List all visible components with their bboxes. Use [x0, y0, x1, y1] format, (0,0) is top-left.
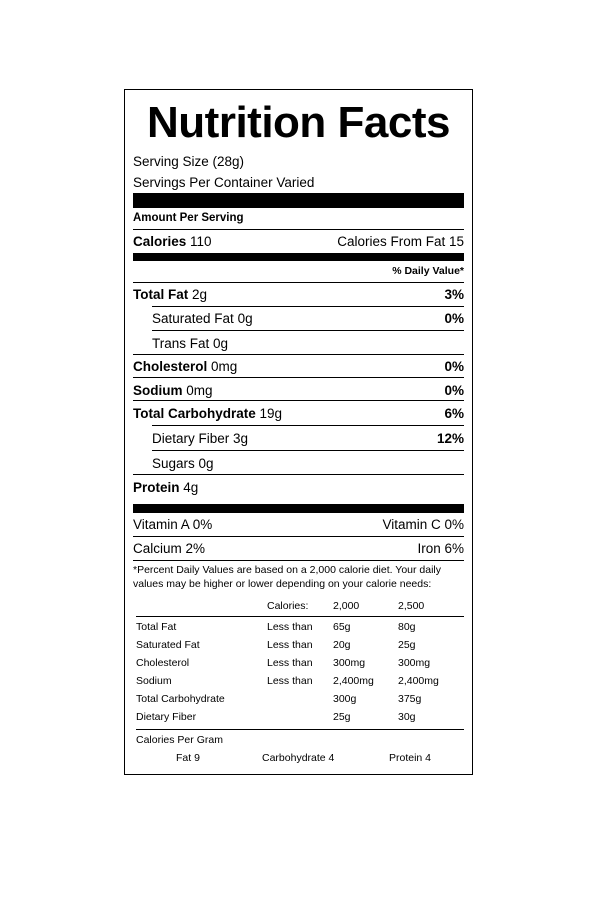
table-cell: 300mg — [398, 657, 431, 669]
table-cell: Less than — [267, 675, 313, 687]
nutrient-amount: 0mg — [186, 383, 213, 398]
nutrient-amount: 0g — [237, 311, 253, 326]
thick-divider — [133, 193, 464, 208]
nutrient-name: Dietary Fiber — [152, 431, 230, 446]
table-cell: 30g — [398, 711, 416, 723]
nutrient-name: Saturated Fat — [152, 311, 234, 326]
nutrient-name: Sugars — [152, 456, 195, 471]
footnote-line-2: values may be higher or lower depending on your calorie needs: — [133, 578, 432, 590]
table-cell: Less than — [267, 621, 313, 633]
nutrient-name: Cholesterol — [133, 359, 208, 374]
divider — [133, 536, 464, 537]
calories-per-gram-carbohydrate: Carbohydrate 4 — [262, 752, 335, 764]
table-cell: Dietary Fiber — [136, 711, 197, 723]
table-cell: 2,400mg — [333, 675, 374, 687]
table-cell: Sodium — [136, 675, 172, 687]
nutrient-amount: 2g — [192, 287, 208, 302]
calories-value: 110 — [190, 234, 212, 249]
table-cell: 375g — [398, 693, 422, 705]
nutrient-dv: 0% — [444, 383, 464, 398]
table-cell: 65g — [333, 621, 351, 633]
nutrient-row-dietary-fiber — [133, 430, 464, 448]
table-cell: 80g — [398, 621, 416, 633]
table-cell: 2,400mg — [398, 675, 439, 687]
divider — [133, 474, 464, 475]
vitamin-row — [133, 516, 464, 534]
calcium: Calcium 2% — [133, 541, 206, 556]
table-divider — [136, 729, 464, 730]
calories-per-gram-protein: Protein 4 — [389, 752, 432, 764]
nutrient-name: Total Carbohydrate — [133, 406, 256, 421]
nutrient-name: Protein — [133, 480, 180, 495]
divider — [133, 282, 464, 283]
label-title: Nutrition Facts — [147, 98, 450, 147]
nutrition-label — [124, 89, 473, 775]
calories-per-gram-fat: Fat 9 — [176, 752, 200, 764]
nutrient-row-trans-fat — [133, 335, 464, 353]
table-cell: 300mg — [333, 657, 366, 669]
amount-per-serving: Amount Per Serving — [133, 212, 244, 224]
table-header-2000: 2,000 — [333, 600, 360, 612]
nutrient-amount: 3g — [233, 431, 249, 446]
nutrient-dv: 0% — [444, 359, 464, 374]
table-cell: Total Carbohydrate — [136, 693, 225, 705]
nutrient-name: Total Fat — [133, 287, 189, 302]
divider — [152, 306, 464, 307]
nutrient-row-total-carbohydrate — [133, 405, 464, 423]
nutrient-amount: 0g — [198, 456, 214, 471]
table-cell: 20g — [333, 639, 351, 651]
table-cell: Saturated Fat — [136, 639, 200, 651]
nutrient-amount: 0g — [213, 336, 229, 351]
nutrient-name: Sodium — [133, 383, 183, 398]
mineral-row — [133, 540, 464, 558]
medium-divider — [133, 504, 464, 513]
nutrient-amount: 4g — [183, 480, 199, 495]
nutrient-dv: 0% — [444, 311, 464, 326]
divider — [152, 425, 464, 426]
divider — [133, 560, 464, 561]
medium-divider — [133, 253, 464, 261]
vitamin-c: Vitamin C 0% — [382, 517, 464, 532]
iron: Iron 6% — [417, 541, 464, 556]
nutrient-row-cholesterol — [133, 358, 464, 376]
table-header-2500: 2,500 — [398, 600, 425, 612]
calories-label: Calories — [133, 234, 187, 249]
footnote-line-1: *Percent Daily Values are based on a 2,000 calorie diet. Your daily — [133, 564, 442, 576]
table-cell: 300g — [333, 693, 357, 705]
table-cell: Total Fat — [136, 621, 177, 633]
nutrient-row-sugars — [133, 455, 464, 473]
nutrient-dv: 3% — [444, 287, 464, 302]
divider — [152, 450, 464, 451]
nutrient-row-protein — [133, 479, 464, 497]
table-cell: Less than — [267, 639, 313, 651]
nutrient-amount: 19g — [259, 406, 283, 421]
table-cell: Cholesterol — [136, 657, 190, 669]
table-cell: 25g — [398, 639, 416, 651]
calories-from-fat: Calories From Fat 15 — [337, 234, 464, 249]
serving-size: Serving Size (28g) — [133, 154, 245, 169]
divider — [133, 354, 464, 355]
table-cell: Less than — [267, 657, 313, 669]
nutrient-dv: 6% — [444, 406, 464, 421]
divider — [133, 377, 464, 378]
calories-row — [133, 233, 464, 251]
divider — [152, 330, 464, 331]
nutrient-amount: 0mg — [211, 359, 238, 374]
daily-value-header: % Daily Value* — [392, 265, 464, 277]
table-cell: 25g — [333, 711, 351, 723]
nutrient-row-sodium — [133, 382, 464, 400]
table-divider — [136, 616, 464, 617]
divider — [133, 400, 464, 401]
servings-per-container: Servings Per Container Varied — [133, 175, 315, 190]
divider — [133, 229, 464, 230]
nutrient-name: Trans Fat — [152, 336, 210, 351]
calories-per-gram-label: Calories Per Gram — [136, 734, 223, 746]
nutrient-row-total-fat — [133, 286, 464, 304]
nutrient-row-saturated-fat — [133, 310, 464, 328]
vitamin-a: Vitamin A 0% — [133, 517, 213, 532]
nutrient-dv: 12% — [436, 431, 464, 446]
table-header-calories: Calories: — [267, 600, 309, 612]
